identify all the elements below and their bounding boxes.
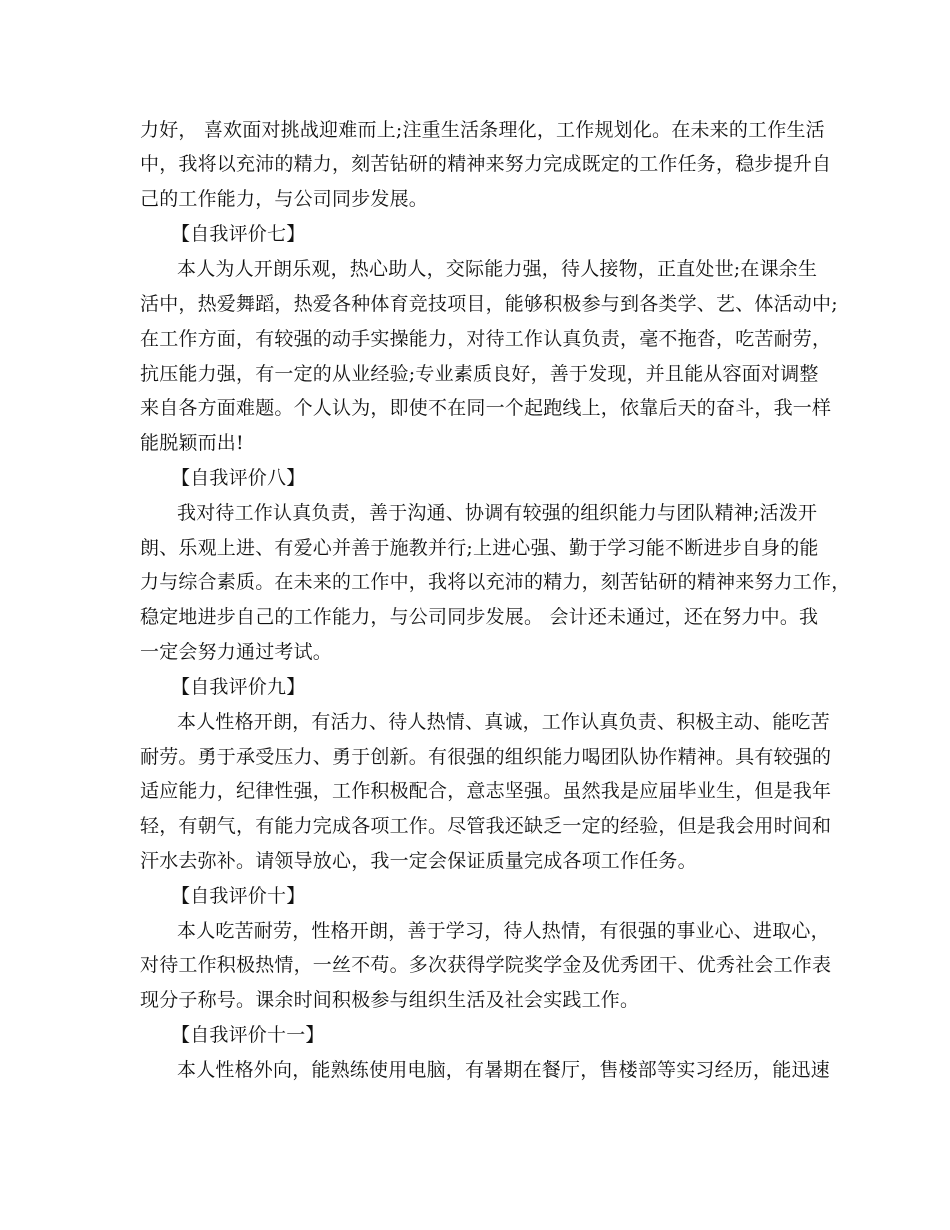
section-heading: 【自我评价九】 [171,676,306,698]
section-heading: 【自我评价十一】 [171,1024,325,1046]
section-heading: 【自我评价八】 [171,467,306,489]
paragraph-line: 汗水去弥补。请领导放心，我一定会保证质量完成各项工作任务。 [140,850,697,872]
paragraph-line: 一定会努力通过考试。 [140,641,333,663]
paragraph-line: 我对待工作认真负责，善于沟通、协调有较强的组织能力与团队精神;活泼开 [177,502,818,524]
paragraph-line: 来自各方面难题。个人认为，即使不在同一个起跑线上，依靠后天的奋斗，我一样 [140,397,832,419]
paragraph-line: 本人性格外向，能熟练使用电脑，有暑期在餐厅，售楼部等实习经历，能迅速 [177,1059,830,1081]
section-heading: 【自我评价七】 [171,223,306,245]
paragraph-line: 己的工作能力，与公司同步发展。 [140,188,429,210]
paragraph-line: 中，我将以充沛的精力，刻苦钻研的精神来努力完成既定的工作任务，稳步提升自 [140,153,832,175]
paragraph-line: 稳定地进步自己的工作能力，与公司同步发展。 会计还未通过，还在努力中。我 [140,606,819,628]
paragraph-line: 力与综合素质。在未来的工作中，我将以充沛的精力，刻苦钻研的精神来努力工作， [140,571,851,593]
paragraph-line: 活中，热爱舞蹈，热爱各种体育竞技项目，能够积极参与到各类学、艺、体活动中; [140,293,838,315]
paragraph-line: 本人吃苦耐劳，性格开朗，善于学习，待人热情，有很强的事业心、进取心， [177,920,830,942]
paragraph-line: 能脱颖而出! [140,432,244,454]
paragraph-line: 朗、乐观上进、有爱心并善于施教并行;上进心强、勤于学习能不断进步自身的能 [140,537,819,559]
paragraph-line: 本人性格开朗，有活力、待人热情、真诚，工作认真负责、积极主动、能吃苦 [177,711,830,733]
paragraph-line: 力好， 喜欢面对挑战迎难而上;注重生活条理化，工作规划化。在未来的工作生活 [140,119,825,141]
paragraph-line: 轻，有朝气，有能力完成各项工作。尽管我还缺乏一定的经验，但是我会用时间和 [140,815,832,837]
paragraph-line: 现分子称号。课余时间积极参与组织生活及社会实践工作。 [140,989,640,1011]
paragraph-line: 本人为人开朗乐观，热心助人，交际能力强，待人接物，正直处世;在课余生 [177,258,818,280]
section-heading: 【自我评价十】 [171,885,306,907]
paragraph-line: 耐劳。勇于承受压力、勇于创新。有很强的组织能力喝团队协作精神。具有较强的 [140,746,832,768]
paragraph-line: 在工作方面，有较强的动手实操能力，对待工作认真负责，毫不拖沓，吃苦耐劳， [140,328,832,350]
paragraph-line: 适应能力，纪律性强，工作积极配合，意志坚强。虽然我是应届毕业生，但是我年 [140,780,832,802]
paragraph-line: 对待工作积极热情，一丝不苟。多次获得学院奖学金及优秀团干、优秀社会工作表 [140,954,832,976]
paragraph-line: 抗压能力强，有一定的从业经验;专业素质良好，善于发现，并且能从容面对调整 [140,363,819,385]
